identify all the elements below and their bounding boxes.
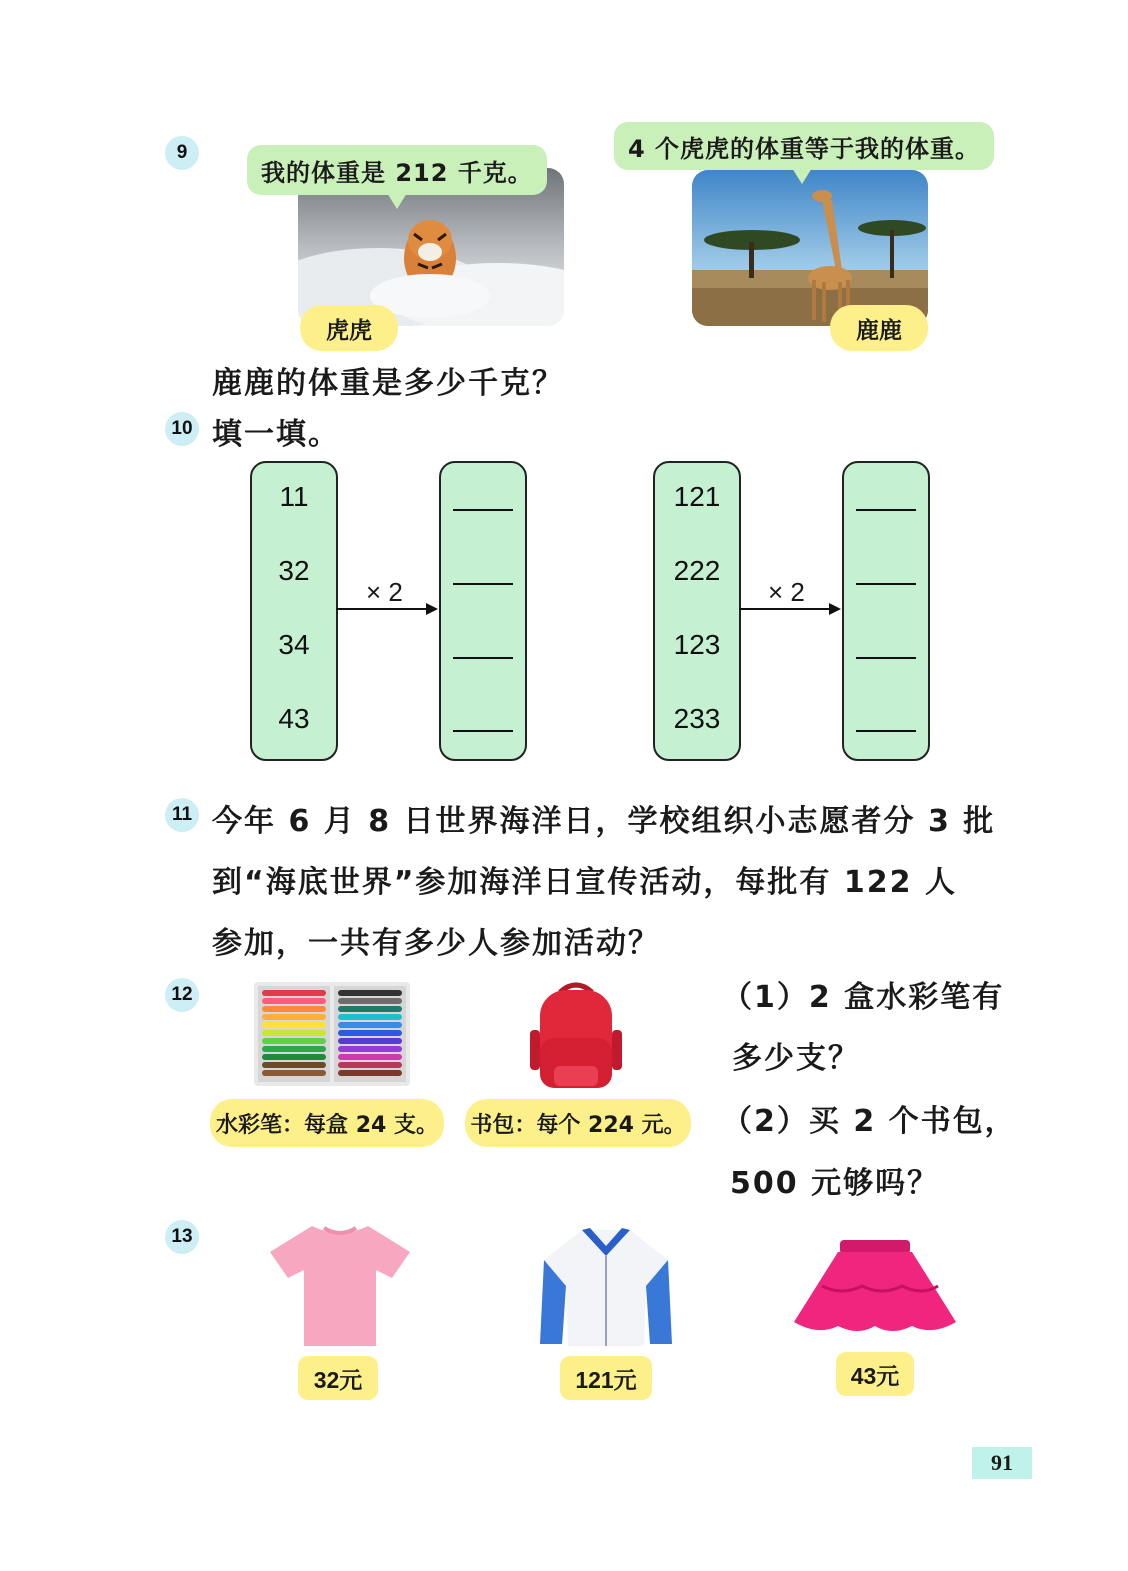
answer-blank[interactable] (856, 583, 916, 585)
tshirt-price-label: 32元 (298, 1356, 378, 1400)
answer-blank[interactable] (453, 730, 513, 732)
input-box-left (250, 461, 338, 761)
answer-blank[interactable] (453, 509, 513, 511)
input-value: 222 (673, 555, 721, 586)
markers-image (254, 982, 410, 1086)
giraffe-speech-text: 4 个虎虎的体重等于我的体重。 (628, 134, 981, 163)
tshirt-image (268, 1222, 412, 1348)
q10-instruction: 填一填。 (212, 417, 340, 452)
q11-line-1: 今年 6 月 8 日世界海洋日，学校组织小志愿者分 3 批 (212, 804, 996, 839)
backpack-price-label: 书包：每个 224 元。 (465, 1099, 691, 1147)
question-number-13: 13 (165, 1220, 199, 1254)
output-box-right (842, 461, 930, 761)
answer-blank[interactable] (856, 657, 916, 659)
input-value: 233 (673, 703, 721, 734)
question-number-11: 11 (165, 798, 199, 832)
answer-blank[interactable] (453, 657, 513, 659)
jacket-price-label: 121元 (560, 1356, 652, 1400)
q12-sub2-line2: 500 元够吗？ (730, 1166, 940, 1201)
input-value: 32 (278, 555, 310, 586)
skirt-image (792, 1236, 958, 1336)
output-box-left (439, 461, 527, 761)
skirt-illustration (792, 1236, 958, 1336)
question-number-9: 9 (165, 136, 199, 170)
input-value: 11 (279, 481, 309, 512)
markers-price-label: 水彩笔：每盒 24 支。 (210, 1099, 444, 1147)
skirt-price-label: 43元 (836, 1352, 914, 1396)
speech-tail (387, 193, 407, 209)
q12-sub2-line1: （2）买 2 个书包， (722, 1104, 1017, 1139)
tiger-speech-bubble (247, 145, 547, 195)
arrow-head-icon (426, 603, 438, 615)
input-box-right (653, 461, 741, 761)
arrow-line (739, 608, 831, 610)
input-value: 43 (278, 703, 310, 734)
page-number: 91 (972, 1447, 1032, 1479)
input-value: 123 (673, 629, 721, 660)
answer-blank[interactable] (856, 509, 916, 511)
markers-box-illustration (254, 982, 410, 1086)
arrow-line (336, 608, 428, 610)
input-value: 34 (278, 629, 310, 660)
backpack-illustration (530, 978, 622, 1092)
q11-line-3: 参加，一共有多少人参加活动？ (212, 926, 660, 961)
tshirt-illustration (268, 1222, 412, 1348)
q9-question-text: 鹿鹿的体重是多少千克？ (212, 366, 564, 401)
answer-blank[interactable] (453, 583, 513, 585)
backpack-image (530, 978, 622, 1092)
arrow-head-icon (829, 603, 841, 615)
answer-blank[interactable] (856, 730, 916, 732)
tiger-name-label: 虎虎 (300, 305, 398, 351)
operator-label: × 2 (366, 577, 403, 607)
giraffe-photo (692, 170, 928, 326)
jacket-illustration (540, 1226, 672, 1348)
operator-label: × 2 (768, 577, 805, 607)
speech-tail (792, 168, 812, 184)
question-number-10: 10 (165, 412, 199, 446)
q12-sub1-line2: 多少支？ (732, 1041, 860, 1076)
jacket-image (540, 1226, 672, 1348)
giraffe-name-label: 鹿鹿 (830, 305, 928, 351)
tiger-speech-text: 我的体重是 212 千克。 (261, 158, 533, 187)
question-number-12: 12 (165, 978, 199, 1012)
giraffe-illustration (692, 170, 928, 326)
q12-sub1-line1: （1）2 盒水彩笔有 (722, 980, 1005, 1015)
q11-line-2: 到“海底世界”参加海洋日宣传活动，每批有 122 人 (212, 865, 957, 900)
giraffe-speech-bubble (614, 122, 994, 170)
input-value: 121 (673, 481, 721, 512)
